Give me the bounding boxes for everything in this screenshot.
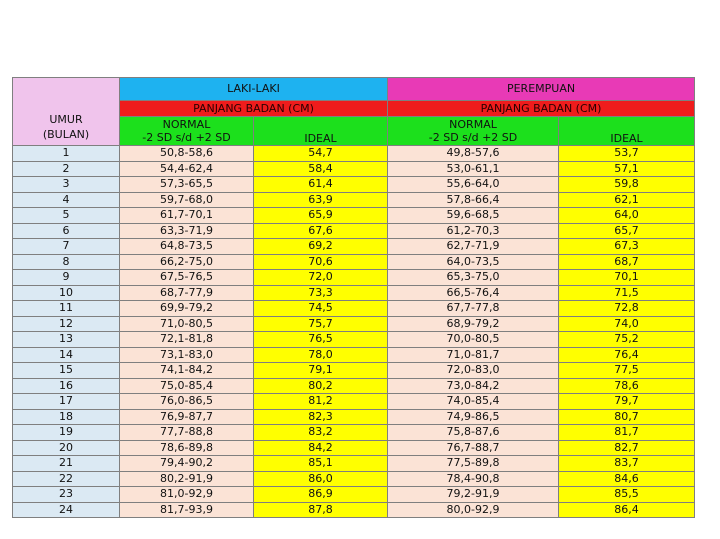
normal-perempuan-cell: 70,0-80,5: [388, 332, 559, 348]
normal-perempuan-label: NORMAL: [449, 118, 497, 131]
ideal-laki-cell: 83,2: [254, 425, 388, 441]
normal-perempuan-cell: 66,5-76,4: [388, 285, 559, 301]
table-row: [13, 502, 695, 518]
ideal-perempuan-cell: 80,7: [559, 409, 695, 425]
ideal-perempuan-cell: 57,1: [559, 161, 695, 177]
umur-header: [13, 78, 120, 146]
umur-cell: 21: [13, 456, 120, 472]
normal-perempuan-cell: 78,4-90,8: [388, 471, 559, 487]
ideal-perempuan-cell: 78,6: [559, 378, 695, 394]
umur-cell: 23: [13, 487, 120, 503]
normal-laki-cell: 68,7-77,9: [120, 285, 254, 301]
ideal-laki-cell: 54,7: [254, 146, 388, 162]
normal-laki-cell: 67,5-76,5: [120, 270, 254, 286]
normal-laki-cell: 79,4-90,2: [120, 456, 254, 472]
ideal-laki-cell: 76,5: [254, 332, 388, 348]
normal-perempuan-cell: 64,0-73,5: [388, 254, 559, 270]
normal-laki-cell: 69,9-79,2: [120, 301, 254, 317]
umur-cell: 17: [13, 394, 120, 410]
umur-cell: 9: [13, 270, 120, 286]
umur-cell: 10: [13, 285, 120, 301]
normal-perempuan-cell: 49,8-57,6: [388, 146, 559, 162]
ideal-laki-cell: 86,0: [254, 471, 388, 487]
normal-laki-cell: 71,0-80,5: [120, 316, 254, 332]
umur-cell: 3: [13, 177, 120, 193]
ideal-laki-header: IDEAL: [254, 117, 388, 146]
table-row: [13, 363, 695, 379]
normal-perempuan-cell: 71,0-81,7: [388, 347, 559, 363]
umur-cell: 2: [13, 161, 120, 177]
ideal-perempuan-cell: 79,7: [559, 394, 695, 410]
normal-laki-cell: 57,3-65,5: [120, 177, 254, 193]
ideal-perempuan-cell: 84,6: [559, 471, 695, 487]
normal-perempuan-cell: 77,5-89,8: [388, 456, 559, 472]
table-row: [13, 332, 695, 348]
normal-perempuan-cell: 57,8-66,4: [388, 192, 559, 208]
normal-perempuan-cell: 75,8-87,6: [388, 425, 559, 441]
ideal-laki-cell: 65,9: [254, 208, 388, 224]
ideal-perempuan-cell: 71,5: [559, 285, 695, 301]
table-row: [13, 471, 695, 487]
ideal-perempuan-cell: 85,5: [559, 487, 695, 503]
umur-cell: 24: [13, 502, 120, 518]
normal-laki-cell: 80,2-91,9: [120, 471, 254, 487]
ideal-perempuan-cell: 86,4: [559, 502, 695, 518]
normal-laki-cell: 76,0-86,5: [120, 394, 254, 410]
normal-laki-cell: 63,3-71,9: [120, 223, 254, 239]
ideal-laki-cell: 87,8: [254, 502, 388, 518]
ideal-laki-cell: 78,0: [254, 347, 388, 363]
umur-cell: 11: [13, 301, 120, 317]
table-row: [13, 192, 695, 208]
normal-laki-cell: 81,0-92,9: [120, 487, 254, 503]
table-row: [13, 440, 695, 456]
ideal-laki-cell: 73,3: [254, 285, 388, 301]
normal-laki-label: NORMAL: [162, 118, 211, 131]
table-body: [13, 146, 695, 518]
normal-laki-header: [120, 117, 254, 146]
ideal-laki-cell: 75,7: [254, 316, 388, 332]
normal-laki-cell: 76,9-87,7: [120, 409, 254, 425]
normal-perempuan-cell: 68,9-79,2: [388, 316, 559, 332]
normal-perempuan-cell: 73,0-84,2: [388, 378, 559, 394]
normal-perempuan-cell: 59,6-68,5: [388, 208, 559, 224]
ideal-laki-cell: 63,9: [254, 192, 388, 208]
normal-laki-cell: 74,1-84,2: [120, 363, 254, 379]
umur-cell: 5: [13, 208, 120, 224]
normal-perempuan-cell: 76,7-88,7: [388, 440, 559, 456]
ideal-perempuan-cell: 62,1: [559, 192, 695, 208]
ideal-laki-cell: 67,6: [254, 223, 388, 239]
normal-perempuan-cell: 53,0-61,1: [388, 161, 559, 177]
table-row: [13, 456, 695, 472]
ideal-laki-cell: 58,4: [254, 161, 388, 177]
normal-laki-cell: 75,0-85,4: [120, 378, 254, 394]
ideal-perempuan-cell: 76,4: [559, 347, 695, 363]
normal-perempuan-cell: 67,7-77,8: [388, 301, 559, 317]
normal-perempuan-cell: 74,9-86,5: [388, 409, 559, 425]
ideal-perempuan-cell: 77,5: [559, 363, 695, 379]
ideal-laki-cell: 86,9: [254, 487, 388, 503]
ideal-perempuan-cell: 53,7: [559, 146, 695, 162]
table-row: [13, 394, 695, 410]
table-row: [13, 487, 695, 503]
table-row: [13, 425, 695, 441]
table-row: [13, 223, 695, 239]
umur-cell: 15: [13, 363, 120, 379]
ideal-laki-cell: 85,1: [254, 456, 388, 472]
table-row: [13, 285, 695, 301]
table-row: [13, 254, 695, 270]
normal-laki-cell: 64,8-73,5: [120, 239, 254, 255]
ideal-perempuan-cell: 64,0: [559, 208, 695, 224]
table-row: [13, 146, 695, 162]
ideal-perempuan-cell: 65,7: [559, 223, 695, 239]
panjang-badan-laki-header: PANJANG BADAN (CM): [120, 101, 388, 117]
ideal-perempuan-cell: 70,1: [559, 270, 695, 286]
umur-cell: 4: [13, 192, 120, 208]
normal-laki-range-label: -2 SD s/d +2 SD: [142, 131, 231, 144]
ideal-laki-cell: 80,2: [254, 378, 388, 394]
ideal-perempuan-cell: 68,7: [559, 254, 695, 270]
table-row: [13, 301, 695, 317]
ideal-perempuan-cell: 67,3: [559, 239, 695, 255]
umur-cell: 16: [13, 378, 120, 394]
ideal-laki-cell: 82,3: [254, 409, 388, 425]
umur-cell: 8: [13, 254, 120, 270]
umur-header-line2: (BULAN): [42, 128, 90, 141]
table-row: [13, 177, 695, 193]
umur-cell: 6: [13, 223, 120, 239]
perempuan-header: PEREMPUAN: [388, 78, 695, 101]
umur-header-line1: UMUR: [49, 113, 83, 126]
ideal-laki-cell: 79,1: [254, 363, 388, 379]
normal-perempuan-cell: 80,0-92,9: [388, 502, 559, 518]
ideal-laki-cell: 74,5: [254, 301, 388, 317]
umur-cell: 14: [13, 347, 120, 363]
table-row: [13, 270, 695, 286]
normal-laki-cell: 81,7-93,9: [120, 502, 254, 518]
table-row: [13, 378, 695, 394]
normal-perempuan-cell: 61,2-70,3: [388, 223, 559, 239]
umur-cell: 22: [13, 471, 120, 487]
normal-perempuan-header: [388, 117, 559, 146]
normal-laki-cell: 54,4-62,4: [120, 161, 254, 177]
umur-cell: 12: [13, 316, 120, 332]
normal-laki-cell: 59,7-68,0: [120, 192, 254, 208]
growth-table: [12, 77, 695, 518]
normal-perempuan-range-label: -2 SD s/d +2 SD: [428, 131, 518, 144]
normal-perempuan-cell: 65,3-75,0: [388, 270, 559, 286]
ideal-perempuan-cell: 72,8: [559, 301, 695, 317]
normal-laki-cell: 77,7-88,8: [120, 425, 254, 441]
laki-laki-header: LAKI-LAKI: [120, 78, 388, 101]
panjang-badan-perempuan-header: PANJANG BADAN (CM): [388, 101, 695, 117]
normal-laki-cell: 50,8-58,6: [120, 146, 254, 162]
ideal-perempuan-cell: 81,7: [559, 425, 695, 441]
table-row: [13, 347, 695, 363]
umur-cell: 13: [13, 332, 120, 348]
normal-perempuan-cell: 72,0-83,0: [388, 363, 559, 379]
normal-laki-cell: 72,1-81,8: [120, 332, 254, 348]
ideal-perempuan-cell: 83,7: [559, 456, 695, 472]
normal-laki-cell: 66,2-75,0: [120, 254, 254, 270]
ideal-perempuan-cell: 82,7: [559, 440, 695, 456]
ideal-laki-cell: 84,2: [254, 440, 388, 456]
table-row: [13, 161, 695, 177]
umur-cell: 18: [13, 409, 120, 425]
ideal-perempuan-cell: 74,0: [559, 316, 695, 332]
normal-perempuan-cell: 62,7-71,9: [388, 239, 559, 255]
ideal-perempuan-cell: 75,2: [559, 332, 695, 348]
normal-perempuan-cell: 74,0-85,4: [388, 394, 559, 410]
umur-cell: 20: [13, 440, 120, 456]
ideal-perempuan-header: IDEAL: [559, 117, 695, 146]
ideal-laki-cell: 72,0: [254, 270, 388, 286]
normal-laki-cell: 78,6-89,8: [120, 440, 254, 456]
ideal-laki-cell: 81,2: [254, 394, 388, 410]
normal-laki-cell: 73,1-83,0: [120, 347, 254, 363]
table-row: [13, 208, 695, 224]
header-row-gender: [13, 78, 695, 101]
table-row: [13, 316, 695, 332]
umur-cell: 19: [13, 425, 120, 441]
ideal-laki-cell: 70,6: [254, 254, 388, 270]
umur-cell: 1: [13, 146, 120, 162]
normal-perempuan-cell: 55,6-64,0: [388, 177, 559, 193]
ideal-laki-cell: 69,2: [254, 239, 388, 255]
table-row: [13, 409, 695, 425]
ideal-perempuan-cell: 59,8: [559, 177, 695, 193]
normal-perempuan-cell: 79,2-91,9: [388, 487, 559, 503]
umur-cell: 7: [13, 239, 120, 255]
table-row: [13, 239, 695, 255]
ideal-laki-cell: 61,4: [254, 177, 388, 193]
normal-laki-cell: 61,7-70,1: [120, 208, 254, 224]
